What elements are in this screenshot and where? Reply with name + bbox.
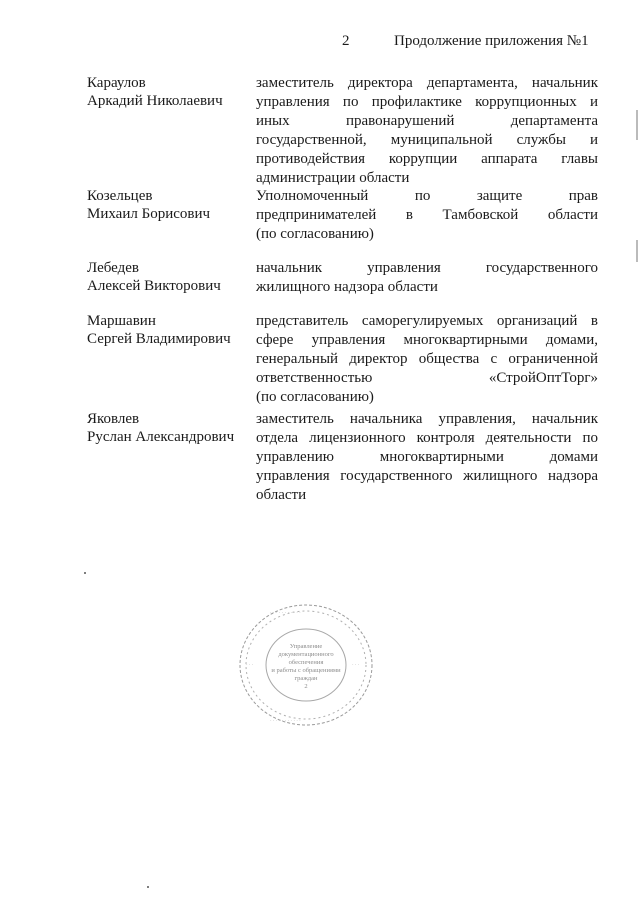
position-line: администрации области [256, 170, 410, 186]
position-line: ответственностью «СтройОптТорг» [256, 370, 598, 386]
position-line: отдела лицензионного контроля деятельности по [256, 430, 598, 446]
position-line: начальник управления государственного [256, 260, 598, 276]
member-surname: Лебедев [87, 260, 139, 276]
position-line: противодействия коррупции аппарата главы [256, 151, 598, 167]
official-seal-stamp [236, 600, 376, 730]
svg-text:· · · · · · · · · ·: · · · · · · · · · · · [270, 611, 301, 616]
position-line: заместитель начальника управления, начальник [256, 411, 598, 427]
member-given-name: Аркадий Николаевич [87, 93, 223, 109]
seal-text-line: документационного [278, 651, 334, 658]
member-position [256, 259, 598, 297]
member-full-name [87, 410, 252, 446]
position-line: предпринимателей в Тамбовской области [256, 207, 598, 223]
svg-text:· · · · · · · · · ·: · · · · · · · · · · · [270, 719, 301, 724]
position-line: управления государственного жилищного надзора [256, 468, 598, 484]
position-line: (по согласованию) [256, 389, 374, 405]
member-given-name: Алексей Викторович [87, 278, 221, 294]
position-line: генеральный директор общества с ограниченной [256, 351, 598, 367]
page-number: 2 [342, 33, 350, 49]
member-position [256, 187, 598, 244]
position-line: управлению многоквартирными домами [256, 449, 598, 465]
position-line: заместитель директора департамента, начальник [256, 75, 598, 91]
member-given-name: Руслан Александрович [87, 429, 235, 445]
seal-text-line: обеспечения [288, 659, 324, 666]
scan-speck [147, 886, 149, 888]
seal-graphic [236, 600, 376, 730]
seal-text-line: Управление [289, 643, 323, 650]
position-line: сфере управления многоквартирными домами, [256, 332, 598, 348]
member-full-name [87, 259, 252, 295]
position-line: Уполномоченный по защите прав [256, 188, 598, 204]
appendix-continuation-label: Продолжение приложения №1 [394, 33, 589, 49]
seal-text-line: граждан [294, 675, 318, 682]
scan-speck [84, 572, 86, 574]
position-line: государственной, муниципальной службы и [256, 132, 598, 148]
seal-text-line: и работы с обращениями [271, 667, 341, 674]
member-surname: Яковлев [87, 411, 140, 427]
scan-edge-mark [636, 240, 638, 262]
page-header [0, 33, 640, 55]
svg-text:· · ·: · · · [246, 663, 254, 668]
position-line: иных правонарушений департамента [256, 113, 598, 129]
svg-text:· · ·: · · · [352, 663, 360, 668]
member-full-name [87, 312, 252, 348]
member-full-name [87, 187, 252, 223]
member-surname: Караулов [87, 75, 146, 91]
position-line: управления по профилактике коррупционных и [256, 94, 598, 110]
seal-text-line: 2 [304, 683, 308, 690]
position-line: области [256, 487, 307, 503]
member-given-name: Сергей Владимирович [87, 331, 231, 347]
member-position [256, 410, 598, 505]
member-full-name [87, 74, 252, 110]
position-line: (по согласованию) [256, 226, 374, 242]
position-line: представитель саморегулируемых организаций в [256, 313, 598, 329]
member-surname: Маршавин [87, 313, 156, 329]
member-given-name: Михаил Борисович [87, 206, 211, 222]
scan-edge-mark [636, 110, 638, 140]
member-position [256, 312, 598, 407]
member-position [256, 74, 598, 188]
member-surname: Козельцев [87, 188, 153, 204]
position-line: жилищного надзора области [256, 279, 438, 295]
